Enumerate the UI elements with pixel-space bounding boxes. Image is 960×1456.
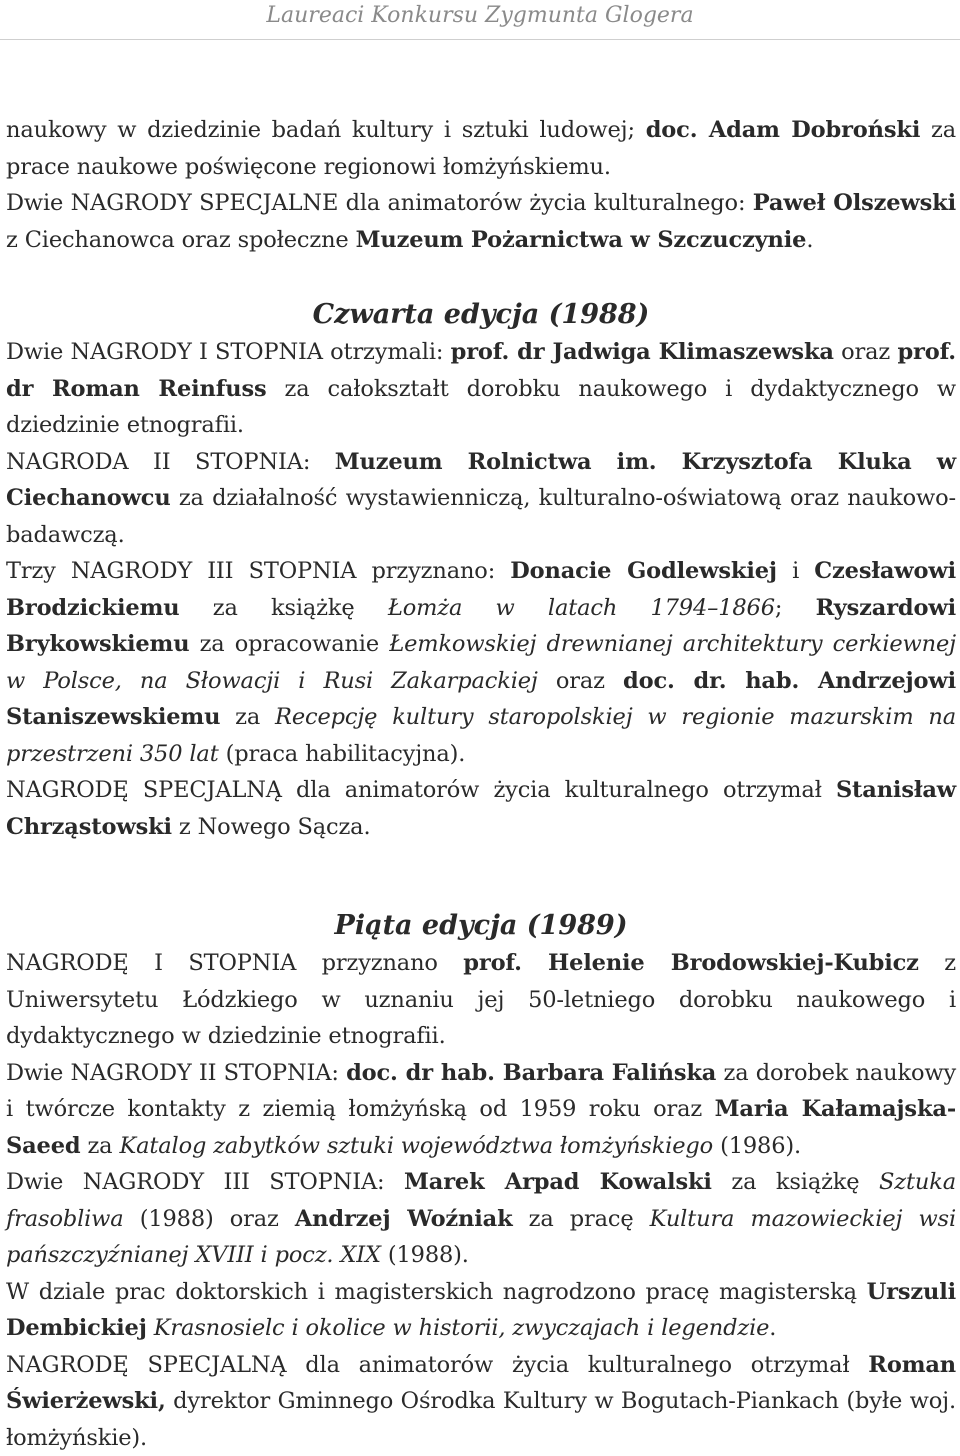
paragraph-special-award-5: NAGRODĘ SPECJALNĄ dla animatorów życia kulturalnego otrzymał Roman Świerżewski, dyrektor Gminnego Ośrodka Kultury w Bogutach-Piankach (byłe woj. łomżyńskie). [6,1347,956,1456]
paragraph-third-degree-5: Dwie NAGRODY III STOPNIA: Marek Arpad Kowalski za książkę Sztuka frasobliwa (1988) oraz Andrzej Woźniak za pracę Kultura mazowieckiej wsi pańszczyźnianej XVIII i pocz. XIX (1988). [6,1164,956,1274]
work-title: Sztuka frasobliwa [6,1169,956,1232]
awardee-name: doc. dr. hab. Andrzejowi Staniszewskiemu [6,668,956,731]
awardee-name: prof. Helenie Brodowskiej-Kubicz [463,950,919,976]
paragraph-first-degree-5: NAGRODĘ I STOPNIA przyznano prof. Helenie Brodowskiej-Kubicz z Uniwersytetu Łódzkiego w uznaniu jej 50-letniego dorobku naukowego i dydaktycznego w dziedzinie etnografii. [6,945,956,1055]
page-header [0,0,960,40]
awardee-name: doc. dr hab. Barbara Falińska [346,1060,716,1086]
awardee-name: Stanisław Chrząstowski [6,777,956,840]
paragraph-first-degree-4: Dwie NAGRODY I STOPNIA otrzymali: prof. dr Jadwiga Klimaszewska oraz prof. dr Roman Reinfuss za całokształt dorobku naukowego i dydaktycznego w dziedzinie etnografii. [6,334,956,444]
awardee-name: Maria Kałamajska-Saeed [6,1096,956,1159]
work-title: Recepcję kultury staropolskiej w regionie mazurskim na przestrzeni 350 lat [6,704,956,767]
awardee-name: Urszuli Dembickiej [6,1279,956,1342]
awardee-name: Marek Arpad Kowalski [404,1169,712,1195]
awardee-name: prof. dr Jadwiga Klimaszewska [451,339,834,365]
work-title: Łemkowskiej drewnianej architektury cerkiewnej w Polsce, na Słowacji i Rusi Zakarpackiej [6,631,956,694]
section-spacer [6,258,956,296]
awardee-name: doc. Adam Dobroński [646,117,921,143]
header-divider [0,39,960,40]
awardee-name: Andrzej Woźniak [295,1206,513,1232]
section-heading-edition-5: Piąta edycja (1989) [6,907,956,945]
work-title: Katalog zabytków sztuki województwa łomżyńskiego [119,1133,713,1159]
paragraph-second-degree-4: NAGRODA II STOPNIA: Muzeum Rolnictwa im. Krzysztofa Kluka w Ciechanowcu za działalność wystawienniczą, kulturalno-oświatową oraz naukowo-badawczą. [6,444,956,554]
work-title: Kultura mazowieckiej wsi pańszczyźnianej XVIII i pocz. XIX [6,1206,956,1269]
awardee-name: Ryszardowi Brykowskiemu [6,595,956,658]
paragraph-second-degree-5: Dwie NAGRODY II STOPNIA: doc. dr hab. Barbara Falińska za dorobek naukowy i twórcze kontakty z ziemią łomżyńską od 1959 roku oraz Maria Kałamajska-Saeed za Katalog zabytków sztuki województwa łomżyńskiego (1986). [6,1055,956,1165]
document-body [6,112,956,1456]
work-title: Łomża w latach 1794–1866 [388,595,775,621]
awardee-name: Donacie Godlewskiej [510,558,777,584]
running-header-title: Laureaci Konkursu Zygmunta Glogera [0,2,960,30]
paragraph-dobronski: naukowy w dziedzinie badań kultury i sztuki ludowej; doc. Adam Dobroński za prace naukowe poświęcone regionowi łomżyńskiemu. [6,112,956,185]
paragraph-special-award-4: NAGRODĘ SPECJALNĄ dla animatorów życia kulturalnego otrzymał Stanisław Chrząstowski z Nowego Sącza. [6,772,956,845]
section-heading-edition-4: Czwarta edycja (1988) [6,296,956,334]
awardee-name: Muzeum Rolnictwa im. Krzysztofa Kluka w Ciechanowcu [6,449,956,512]
paragraph-third-degree-4: Trzy NAGRODY III STOPNIA przyznano: Donacie Godlewskiej i Czesławowi Brodzickiemu za książkę Łomża w latach 1794–1866; Ryszardowi Brykowskiemu za opracowanie Łemkowskiej drewnianej architektury cerkiewnej w Polsce, na Słowacji i Rusi Zakarpackiej oraz doc. dr. hab. Andrzejowi Staniszewskiemu za Recepcję kultury staropolskiej w regionie mazurskim na przestrzeni 350 lat (praca habilitacyjna). [6,553,956,772]
awardee-name: Roman Świerżewski, [6,1352,956,1415]
work-title: Krasnosielc i okolice w historii, zwyczajach i legendzie [154,1315,770,1341]
awardee-name: Muzeum Pożarnictwa w Szczuczynie [356,227,807,253]
paragraph-thesis-award-5: W dziale prac doktorskich i magisterskich nagrodzono pracę magisterską Urszuli Dembickiej Krasnosielc i okolice w historii, zwyczajach i legendzie. [6,1274,956,1347]
section-spacer [6,845,956,907]
paragraph-special-awards-3: Dwie NAGRODY SPECJALNE dla animatorów życia kulturalnego: Paweł Olszewski z Ciechanowca oraz społeczne Muzeum Pożarnictwa w Szczuczynie. [6,185,956,258]
awardee-name: Paweł Olszewski [753,190,956,216]
awardee-name: prof. dr Roman Reinfuss [6,339,956,402]
awardee-name: Czesławowi Brodzickiemu [6,558,956,621]
